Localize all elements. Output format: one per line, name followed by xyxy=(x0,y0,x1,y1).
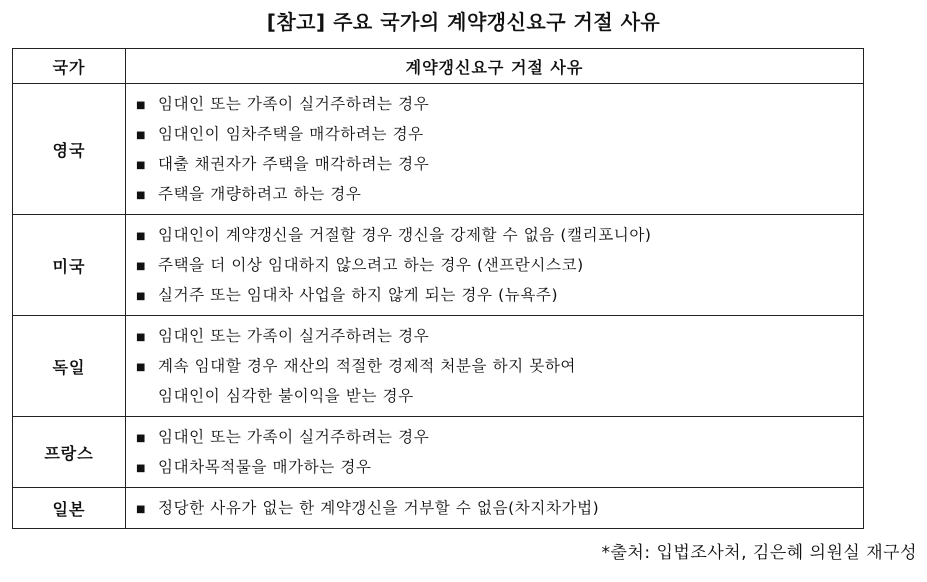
header-country: 국가 xyxy=(13,49,126,84)
list-item-continuation xyxy=(136,381,863,411)
refusal-reasons-table xyxy=(12,48,864,529)
country-cell: 프랑스 xyxy=(13,417,126,488)
document-title: [참고] 주요 국가의 계약갱신요구 거절 사유 xyxy=(266,10,661,34)
square-bullet-icon: ■ xyxy=(136,291,147,302)
reason-text: 대출 채권자가 주택을 매각하려는 경우 xyxy=(158,155,430,173)
reason-text: 주택을 더 이상 임대하지 않으려고 하는 경우 (샌프란시스코) xyxy=(158,256,584,274)
square-bullet-icon: ■ xyxy=(136,433,147,444)
square-bullet-icon: ■ xyxy=(136,190,147,201)
reasons-cell xyxy=(126,215,864,316)
reason-list xyxy=(136,321,863,411)
reason-text: 정당한 사유가 없는 한 계약갱신을 거부할 수 없음(차지차가법) xyxy=(158,499,600,517)
reason-text: 임대인 또는 가족이 실거주하려는 경우 xyxy=(158,428,430,446)
header-reasons: 계약갱신요구 거절 사유 xyxy=(126,49,864,84)
reason-list xyxy=(136,422,863,482)
country-cell: 영국 xyxy=(13,84,126,215)
reason-text: 임대인이 심각한 불이익을 받는 경우 xyxy=(158,387,414,405)
square-bullet-icon: ■ xyxy=(136,504,147,515)
country-cell: 일본 xyxy=(13,488,126,529)
table-row xyxy=(13,417,864,488)
reason-text: 임대인이 임차주택을 매각하려는 경우 xyxy=(158,125,424,143)
list-item xyxy=(136,422,863,452)
list-item xyxy=(136,220,863,250)
square-bullet-icon: ■ xyxy=(136,231,147,242)
table-row xyxy=(13,316,864,417)
reason-text: 임대인이 계약갱신을 거절할 경우 갱신을 강제할 수 없음 (캘리포니아) xyxy=(158,226,652,244)
list-item xyxy=(136,452,863,482)
country-cell: 미국 xyxy=(13,215,126,316)
reasons-cell xyxy=(126,488,864,529)
square-bullet-icon: ■ xyxy=(136,332,147,343)
reason-text: 계속 임대할 경우 재산의 적절한 경제적 처분을 하지 못하여 xyxy=(158,357,576,375)
reasons-cell xyxy=(126,417,864,488)
list-item xyxy=(136,149,863,179)
list-item xyxy=(136,280,863,310)
square-bullet-icon: ■ xyxy=(136,160,147,171)
list-item xyxy=(136,119,863,149)
reason-list xyxy=(136,220,863,310)
square-bullet-icon: ■ xyxy=(136,362,147,373)
reason-text: 임대차목적물을 매가하는 경우 xyxy=(158,458,372,476)
square-bullet-icon: ■ xyxy=(136,130,147,141)
table-row xyxy=(13,215,864,316)
source-note: *출처: 입법조사처, 김은혜 의원실 재구성 xyxy=(601,543,917,563)
table-row xyxy=(13,488,864,529)
reason-text: 실거주 또는 임대차 사업을 하지 않게 되는 경우 (뉴욕주) xyxy=(158,286,559,304)
list-item xyxy=(136,321,863,351)
reason-text: 임대인 또는 가족이 실거주하려는 경우 xyxy=(158,327,430,345)
list-item xyxy=(136,493,863,523)
reason-list xyxy=(136,493,863,523)
square-bullet-icon: ■ xyxy=(136,261,147,272)
table-row xyxy=(13,84,864,215)
square-bullet-icon: ■ xyxy=(136,100,147,111)
square-bullet-icon: ■ xyxy=(136,463,147,474)
reason-list xyxy=(136,89,863,209)
list-item xyxy=(136,250,863,280)
list-item xyxy=(136,351,863,381)
reasons-cell xyxy=(126,316,864,417)
table-header-row xyxy=(13,49,864,84)
list-item xyxy=(136,179,863,209)
reasons-cell xyxy=(126,84,864,215)
reason-text: 주택을 개량하려고 하는 경우 xyxy=(158,185,362,203)
list-item xyxy=(136,89,863,119)
reason-text: 임대인 또는 가족이 실거주하려는 경우 xyxy=(158,95,430,113)
country-cell: 독일 xyxy=(13,316,126,417)
